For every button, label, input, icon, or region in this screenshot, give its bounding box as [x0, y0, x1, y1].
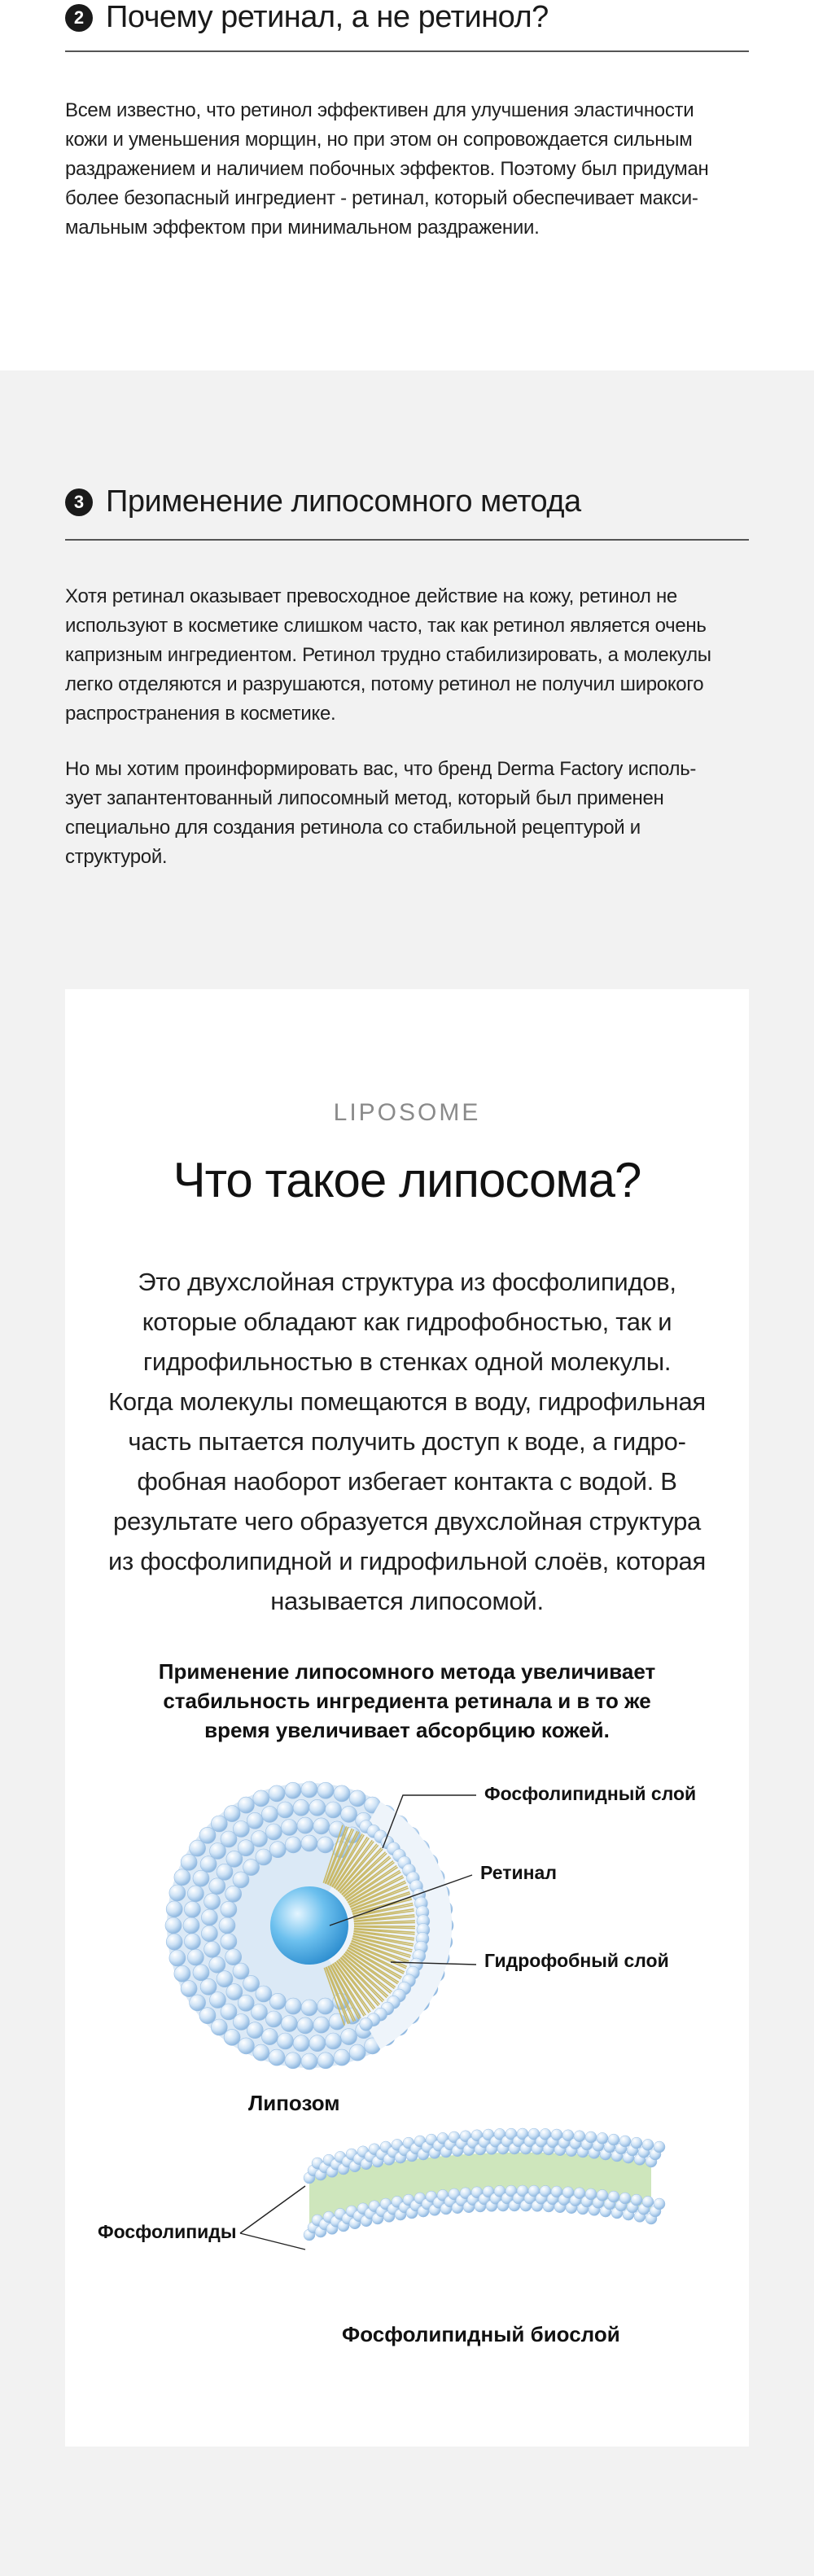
section-divider	[65, 50, 749, 52]
phospholipid-head	[301, 1781, 317, 1798]
phospholipid-head	[253, 1790, 269, 1807]
section-heading	[65, 0, 749, 35]
phospholipid-head	[293, 1799, 309, 1816]
phospholipid-head	[201, 1925, 217, 1942]
phospholipid-bilayer-sheet	[304, 2128, 665, 2241]
paragraph-line: используют в косметике слишком часто, так как ретинол является очень	[65, 615, 707, 637]
phospholipid-head	[265, 2011, 282, 2027]
phospholipid-head	[269, 2049, 285, 2066]
section-title: Применение липосомного метода	[106, 484, 581, 519]
phospholipid-head	[224, 2029, 240, 2045]
paragraph-line: Хотя ретинал оказывает превосходное действие на кожу, ретинол не	[65, 585, 677, 607]
phospholipid-head	[317, 1837, 334, 1853]
paragraph-line: структурой.	[65, 846, 168, 868]
section-paragraph	[65, 582, 781, 729]
phospholipid-head	[349, 1790, 365, 1807]
phospholipid-head	[341, 1806, 357, 1822]
phospholipid-head	[256, 1849, 272, 1865]
liposome-diagram	[65, 1771, 749, 2357]
section-paragraph	[65, 96, 781, 243]
bilayer-head	[619, 2136, 631, 2147]
phospholipid-head	[317, 2052, 334, 2069]
paragraph-line: Но мы хотим проинформировать вас, что бренд Derma Factory исполь-	[65, 758, 697, 780]
phospholipid-head	[225, 1886, 242, 1902]
phospholipid-head	[285, 2052, 301, 2069]
phospholipid-head	[174, 1869, 190, 1886]
phospholipid-head	[165, 1917, 182, 1934]
phospholipid-head	[297, 2017, 313, 2034]
phospholipid-head	[193, 1870, 209, 1886]
phospholipid-head	[285, 1998, 301, 2014]
retinal-core	[270, 1886, 348, 1965]
phospholipid-head	[181, 1981, 197, 1997]
section-number-badge: 3	[65, 488, 93, 516]
phospholipid-head	[169, 1885, 186, 1901]
phospholipid-head	[187, 1949, 204, 1965]
phospholipid-head	[313, 2017, 330, 2033]
phospholipid-head	[309, 2035, 326, 2052]
section-why-retinal	[0, 0, 814, 370]
description-line: называется липосомой.	[270, 1587, 544, 1615]
phospholipid-head	[334, 1785, 350, 1802]
label-liposome: Липозом	[248, 2091, 340, 2115]
liposome-illustration	[65, 1771, 749, 2357]
section-liposome-method	[0, 370, 814, 2576]
paragraph-line: легко отделяются и разрушаются, потому ретинол не получил широкого	[65, 673, 704, 695]
phospholipid-head	[309, 1799, 326, 1816]
phospholipid-head	[169, 1950, 186, 1966]
phospholipid-head	[238, 2038, 254, 2054]
bilayer-head	[654, 2141, 665, 2153]
paragraph-line: зует запантентованный липосомный метод, который был применен	[65, 787, 664, 809]
label-retinal: Ретинал	[480, 1862, 557, 1883]
bilayer-head	[642, 2196, 654, 2207]
paragraph-line: более безопасный ингредиент - ретинал, который обеспечивает макси-	[65, 187, 698, 209]
phospholipid-head	[209, 1878, 225, 1895]
phospholipid-head	[247, 2022, 263, 2039]
phospholipid-head	[269, 1785, 285, 1802]
description-line: гидрофильностью в стенках одной молекулы.	[142, 1347, 672, 1376]
description-line: часть пытается получить доступ к воде, а гидро-	[128, 1427, 686, 1456]
description-line: Это двухслойная структура из фосфолипидов,	[138, 1268, 676, 1296]
bilayer-head	[642, 2139, 654, 2150]
note-line: время увеличивает абсорбцию кожей.	[204, 1718, 610, 1742]
phospholipid-head	[261, 1806, 278, 1822]
phospholipid-head	[181, 1854, 197, 1870]
phospholipid-head	[334, 2049, 350, 2066]
phospholipid-head	[201, 1909, 217, 1925]
section-number-badge: 2	[65, 4, 93, 32]
phospholipid-head	[217, 1971, 233, 1987]
description-line: Когда молекулы помещаются в воду, гидрофильная	[108, 1387, 706, 1416]
phospholipid-head	[349, 2044, 365, 2061]
phospholipid-head	[184, 1934, 200, 1950]
card-eyebrow: LIPOSOME	[333, 1099, 481, 1126]
phospholipid-head	[190, 1995, 206, 2011]
phospholipid-head	[317, 1998, 334, 2014]
paragraph-line: Всем известно, что ретинол эффективен для улучшения эластичности	[65, 99, 694, 121]
section-divider	[65, 539, 749, 541]
phospholipid-head	[219, 1917, 235, 1934]
bilayer-head	[608, 2191, 619, 2202]
phospholipid-head	[209, 1956, 225, 1973]
card-title: Что такое липосома?	[173, 1153, 641, 1207]
label-phospholipid-layer: Фосфолипидный слой	[484, 1783, 697, 1804]
phospholipid-head	[183, 1917, 199, 1934]
liposome-sphere	[165, 1781, 453, 2070]
leader-phospholipids-top	[240, 2186, 305, 2233]
phospholipid-head	[221, 1934, 237, 1950]
phospholipid-head	[278, 2033, 294, 2049]
phospholipid-head	[166, 1901, 182, 1917]
phospholipid-head	[265, 1824, 282, 1840]
paragraph-line: специально для создания ретинола со стабильной рецептурой и	[65, 817, 641, 839]
label-bilayer: Фосфолипидный биослой	[342, 2322, 620, 2346]
paragraph-line: капризным ингредиентом. Ретинол трудно стабилизировать, а молекулы	[65, 644, 711, 666]
phospholipid-head	[193, 1965, 209, 1981]
phospholipid-head	[221, 1901, 237, 1917]
paragraph-line: распространения в косметике.	[65, 703, 336, 725]
phospholipid-head	[278, 1802, 294, 1818]
section-title: Почему ретинал, а не ретинол?	[106, 0, 549, 34]
note-line: стабильность ингредиента ретинала и в то же	[163, 1689, 651, 1713]
description-line: фобная наоборот избегает контакта с водой. В	[137, 1467, 677, 1496]
phospholipid-head	[233, 1963, 249, 1979]
card-description	[81, 1262, 733, 1621]
leader-phospholipids-bottom	[240, 2233, 305, 2250]
phospholipid-head	[247, 1812, 263, 1829]
phospholipid-head	[211, 1816, 227, 1832]
phospholipid-head	[301, 2053, 317, 2070]
bilayer-head	[631, 2137, 642, 2149]
bilayer-head	[619, 2193, 631, 2204]
phospholipid-head	[360, 2017, 373, 2031]
phospholipid-head	[269, 1993, 286, 2009]
bilayer-head	[631, 2194, 642, 2206]
paragraph-line: мальным эффектом при минимальном раздражении.	[65, 217, 540, 239]
phospholipid-head	[200, 1978, 217, 1995]
phospholipid-head	[313, 1818, 330, 1834]
phospholipid-head	[253, 2044, 269, 2061]
phospholipid-head	[301, 2000, 317, 2016]
description-line: результате чего образуется двухслойная структура	[113, 1507, 701, 1536]
phospholipid-head	[204, 1941, 221, 1957]
phospholipid-head	[293, 2035, 309, 2052]
card-note	[122, 1657, 692, 1745]
phospholipid-head	[326, 2033, 342, 2049]
phospholipid-head	[174, 1965, 190, 1982]
phospholipid-head	[281, 2016, 297, 2032]
phospholipid-head	[301, 1835, 317, 1851]
bilayer-head	[608, 2134, 619, 2145]
phospholipid-head	[341, 2029, 357, 2045]
phospholipid-head	[199, 1827, 216, 1843]
phospholipid-head	[269, 1842, 286, 1858]
phospholipid-head	[238, 1797, 254, 1813]
phospholipid-head	[297, 1817, 313, 1833]
phospholipid-head	[199, 2008, 216, 2024]
phospholipid-head	[224, 1806, 240, 1822]
phospholipid-head	[233, 1821, 249, 1838]
phospholipid-head	[326, 1802, 342, 1818]
phospholipid-head	[166, 1934, 182, 1950]
bilayer-head	[654, 2198, 665, 2210]
liposome-info-card	[65, 989, 749, 2447]
phospholipid-head	[285, 1837, 301, 1853]
phospholipid-head	[281, 1820, 297, 1836]
phospholipid-head	[317, 1782, 334, 1798]
description-line: которые обладают как гидрофобностью, так и	[142, 1308, 672, 1336]
phospholipid-head	[211, 2019, 227, 2035]
phospholipid-head	[252, 1831, 268, 1847]
paragraph-line: раздражением и наличием побочных эффектов. Поэтому был придуман	[65, 158, 709, 180]
phospholipid-head	[184, 1901, 200, 1917]
section-heading	[65, 484, 749, 519]
label-hydrophobic-layer: Гидрофобный слой	[484, 1950, 669, 1971]
description-line: из фосфолипидной и гидрофильной слоёв, которая	[108, 1547, 706, 1575]
label-phospholipids: Фосфолипиды	[98, 2221, 237, 2242]
note-line: Применение липосомного метода увеличивает	[158, 1659, 656, 1684]
section-paragraph	[65, 755, 781, 872]
phospholipid-head	[225, 1949, 242, 1965]
phospholipid-head	[285, 1782, 301, 1798]
phospholipid-head	[261, 2029, 278, 2045]
phospholipid-head	[204, 1894, 221, 1910]
phospholipid-head	[190, 1840, 206, 1856]
paragraph-line: кожи и уменьшения морщин, но при этом он сопровождается сильным	[65, 129, 693, 151]
phospholipid-head	[187, 1886, 204, 1902]
